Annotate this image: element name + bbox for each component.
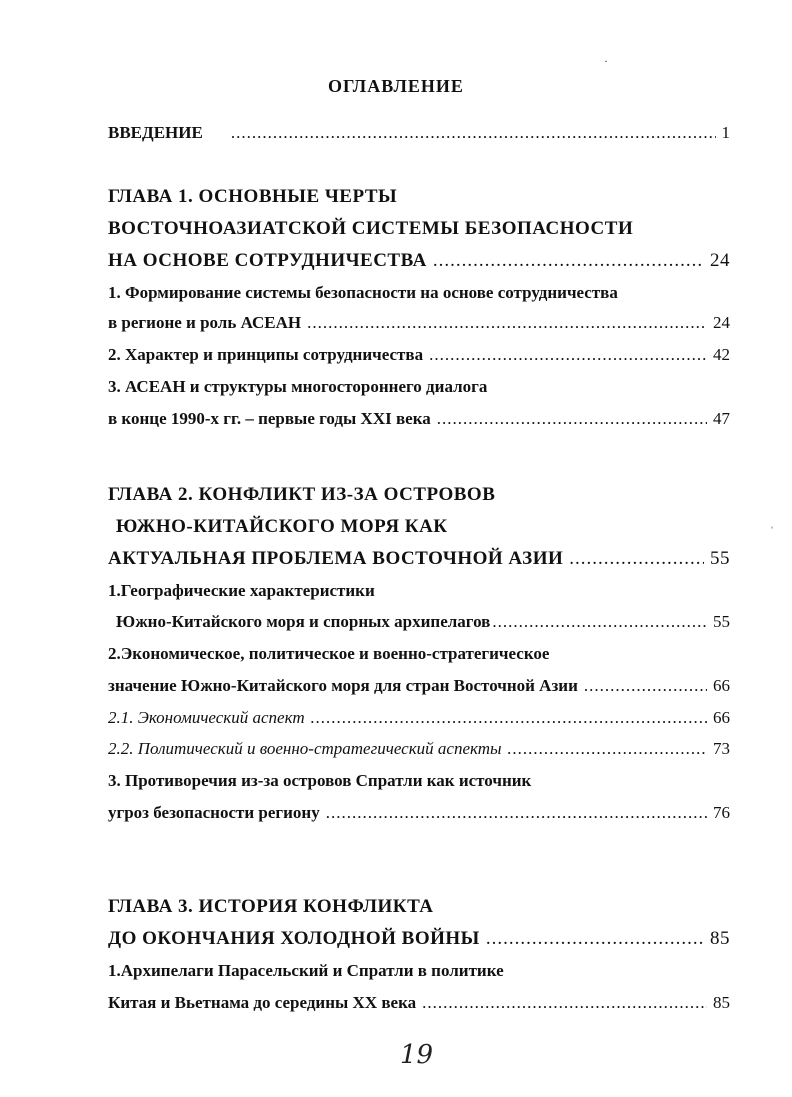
leader-dots — [508, 738, 707, 760]
toc-entry-2-1[interactable]: Южно-Китайского моря и спорных архипелагов ..... 55 — [116, 611, 730, 633]
toc-entry-intro[interactable] — [108, 122, 730, 144]
chapter-3-heading-line1: ГЛАВА 3. ИСТОРИЯ КОНФЛИКТА — [108, 896, 434, 917]
toc-entry-2-3[interactable]: угроз безопасности региону ..... 76 — [108, 802, 730, 824]
chapter-2-section-1-line1: 1.Географические характеристики — [108, 581, 375, 600]
toc-page-number: 42 — [713, 345, 730, 364]
leader-dots — [569, 548, 704, 570]
chapter-1-heading-line2: ВОСТОЧНОАЗИАТСКОЙ СИСТЕМЫ БЕЗОПАСНОСТИ — [108, 218, 634, 239]
leader-dots — [429, 344, 707, 366]
toc-entry-chapter-3[interactable]: ДО ОКОНЧАНИЯ ХОЛОДНОЙ ВОЙНЫ ..... 85 — [108, 928, 730, 950]
chapter-2-section-3-line1: 3. Противоречия из-за островов Спратли как источник — [108, 771, 532, 790]
scan-speck: ˈ — [770, 524, 774, 538]
toc-entry-3-1[interactable]: Китая и Вьетнама до середины XX века ..... 85 — [108, 992, 730, 1014]
toc-title: ОГЛАВЛЕНИЕ — [328, 76, 464, 96]
scan-speck: · — [604, 54, 608, 68]
chapter-1-heading-line1: ГЛАВА 1. ОСНОВНЫЕ ЧЕРТЫ — [108, 186, 398, 207]
toc-page-number: 66 — [713, 708, 730, 727]
toc-page-number: 73 — [713, 739, 730, 758]
chapter-1-section-1-line1: 1. Формирование системы безопасности на основе сотрудничества — [108, 283, 618, 302]
leader-dots — [422, 992, 707, 1014]
toc-entry-2-2-2[interactable]: 2.2. Политический и военно-стратегический аспекты ..... 73 — [108, 738, 730, 760]
toc-entry-2-2[interactable]: значение Южно-Китайского моря для стран Восточной Азии ..... 66 — [108, 675, 730, 697]
leader-dots — [231, 122, 716, 144]
toc-entry-chapter-1[interactable]: НА ОСНОВЕ СОТРУДНИЧЕСТВА ..... 24 — [108, 250, 730, 272]
toc-entry-1-2[interactable]: 2. Характер и принципы сотрудничества ..... 42 — [108, 344, 730, 366]
leader-dots — [326, 802, 707, 824]
toc-page-number: 85 — [713, 993, 730, 1012]
toc-entry-2-2-1[interactable]: 2.1. Экономический аспект ..... 66 — [108, 707, 730, 729]
toc-page-number: 66 — [713, 676, 730, 695]
toc-page-number: 24 — [710, 250, 730, 271]
chapter-3-section-1-line1: 1.Архипелаги Парасельский и Спратли в политике — [108, 961, 504, 980]
toc-page-number: 55 — [713, 612, 730, 631]
leader-dots — [492, 611, 707, 633]
toc-page-number: 55 — [710, 548, 730, 569]
toc-entry-1-3[interactable]: в конце 1990-х гг. – первые годы XXI века ..... 47 — [108, 408, 730, 430]
leader-dots — [486, 928, 704, 950]
chapter-2-heading-line2: ЮЖНО-КИТАЙСКОГО МОРЯ КАК — [116, 516, 448, 537]
toc-page-number: 24 — [713, 313, 730, 332]
leader-dots — [433, 250, 704, 272]
chapter-2-section-2-line1: 2.Экономическое, политическое и военно-стратегическое — [108, 644, 550, 663]
leader-dots — [437, 408, 707, 430]
toc-page-number: 47 — [713, 409, 730, 428]
leader-dots — [307, 312, 707, 334]
toc-page-number: 76 — [713, 803, 730, 822]
leader-dots — [311, 707, 707, 729]
toc-entry-label: ВВЕДЕНИЕ — [108, 123, 203, 142]
toc-entry-chapter-2[interactable]: АКТУАЛЬНАЯ ПРОБЛЕМА ВОСТОЧНОЙ АЗИИ ..... 55 — [108, 548, 730, 570]
handwritten-page-number: 19 — [400, 1040, 434, 1070]
toc-entry-1-1[interactable]: в регионе и роль АСЕАН ..... 24 — [108, 312, 730, 334]
chapter-1-section-3-line1: 3. АСЕАН и структуры многостороннего диалога — [108, 377, 488, 396]
toc-page-number: 85 — [710, 928, 730, 949]
chapter-2-heading-line1: ГЛАВА 2. КОНФЛИКТ ИЗ-ЗА ОСТРОВОВ — [108, 484, 496, 505]
toc-page-number: 1 — [721, 123, 730, 142]
leader-dots — [584, 675, 707, 697]
